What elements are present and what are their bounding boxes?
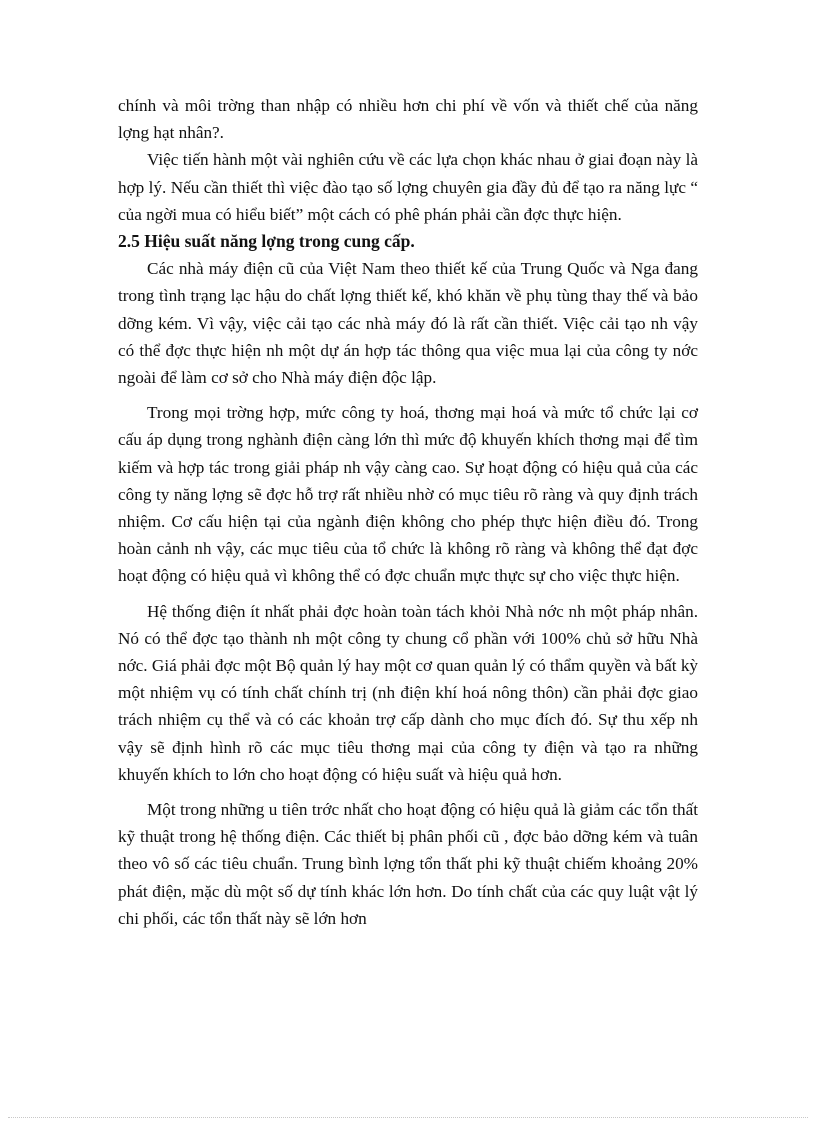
paragraph-4: Trong mọi trờng hợp, mức công ty hoá, thơng mại hoá và mức tổ chức lại cơ cấu áp dụng trong nghành điện càng lớn thì mức độ khuyến khích thơng mại để tìm kiếm và hợp tác trong giải pháp nh vậy càng cao. Sự hoạt động có hiệu quả của các công ty năng lợng sẽ đợc hỗ trợ rất nhiều nhờ có mục tiêu rõ ràng và quy định trách nhiệm. Cơ cấu hiện tại của ngành điện không cho phép thực hiện điều đó. Trong hoàn cảnh nh vậy, các mục tiêu của tổ chức là không rõ ràng và không thể đạt đợc hoạt động có hiệu quả vì không thể có đợc chuẩn mực thực sự cho việc thực hiện. bbox=[118, 403, 698, 586]
paragraph-3: Các nhà máy điện cũ của Việt Nam theo thiết kế của Trung Quốc và Nga đang trong tình trạng lạc hậu do chất lợng thiết kế, khó khăn về phụ tùng thay thế và bảo dỡng kém. Vì vậy, việc cải tạo các nhà máy đó là rất cần thiết. Việc cải tạo nh vậy có thể đợc thực hiện nh một dự án hợp tác thông qua việc mua lại của công ty nớc ngoài để làm cơ sở cho Nhà máy điện độc lập. bbox=[118, 259, 698, 388]
page-bottom-border bbox=[8, 1117, 808, 1118]
paragraph-5: Hệ thống điện ít nhất phải đợc hoàn toàn tách khỏi Nhà nớc nh một pháp nhân. Nó có thể đợc tạo thành nh một công ty chung cổ phần với 100% chủ sở hữu Nhà nớc. Giá phải đợc một Bộ quản lý hay một cơ quan quản lý có thẩm quyền và bất kỳ một nhiệm vụ có tính chất chính trị (nh điện khí hoá nông thôn) cần phải đợc giao trách nhiệm cụ thể và có các khoản trợ cấp dành cho mục đích đó. Sự thu xếp nh vậy sẽ định hình rõ các mục tiêu thơng mại của công ty điện và tạo ra những khuyến khích to lớn cho hoạt động có hiệu suất và hiệu quả hơn. bbox=[118, 601, 699, 784]
section-heading: 2.5 Hiệu suất năng lợng trong cung cấp. bbox=[118, 231, 415, 252]
paragraph-6: Một trong những u tiên trớc nhất cho hoạt động có hiệu quả là giảm các tổn thất kỹ thuật trong hệ thống điện. Các thiết bị phân phối cũ , đợc bảo dỡng kém và tuân theo vô số các tiêu chuẩn. Trung bình lợng tổn thất phi kỹ thuật chiếm khoảng 20% phát điện, mặc dù một số dự tính khác lớn hơn. Do tính chất của các quy luật vật lý chi phối, các tổn thất này sẽ lớn hơn bbox=[118, 800, 698, 928]
paragraph-2: Việc tiến hành một vài nghiên cứu về các lựa chọn khác nhau ở giai đoạn này là hợp lý. Nếu cần thiết thì việc đào tạo số lợng chuyên gia đầy đủ để tạo ra năng lực “ của ngời mua có hiểu biết” một cách có phê phán phải cần đợc thực hiện. bbox=[118, 150, 698, 224]
paragraph-1: chính và môi trờng than nhập có nhiều hơn chi phí về vốn và thiết chế của năng lợng hạt nhân?. bbox=[118, 96, 698, 143]
document-page bbox=[118, 92, 698, 932]
